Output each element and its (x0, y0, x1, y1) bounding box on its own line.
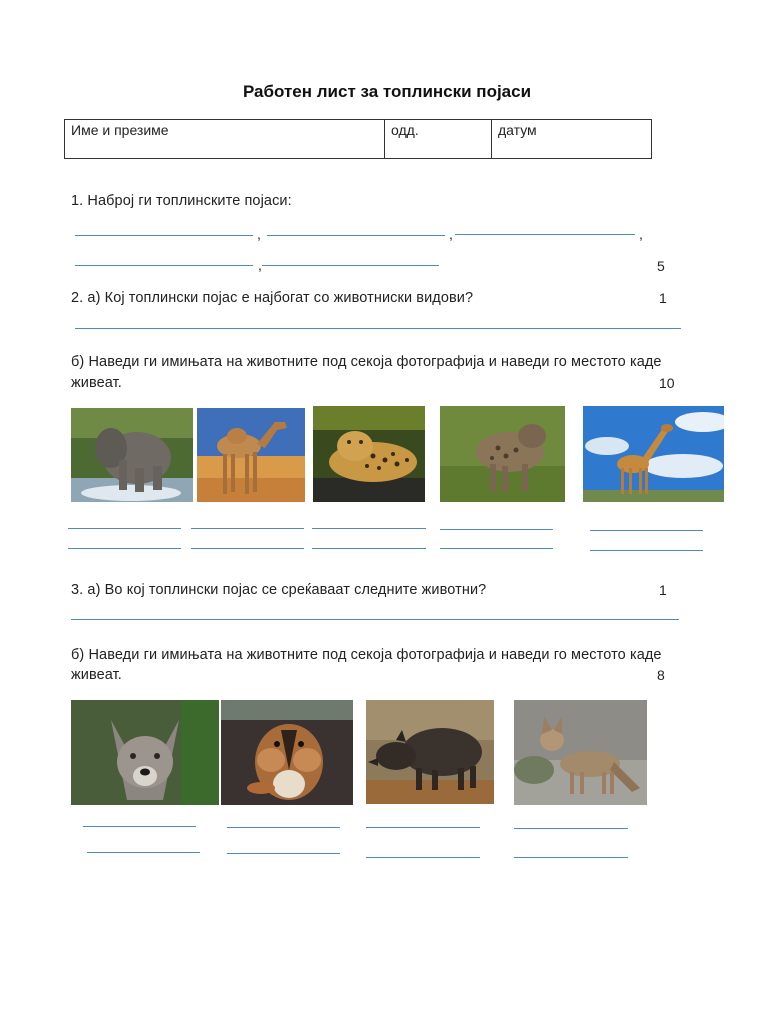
comma: , (449, 226, 453, 242)
q3a-points: 1 (659, 582, 667, 598)
student-info-table (64, 119, 652, 159)
q2b-text-line-2: живеат. (71, 375, 122, 391)
q1-answer-line-2[interactable] (267, 235, 445, 236)
giraffe-photo (583, 406, 724, 502)
wolf-answer-line-1[interactable] (83, 826, 196, 827)
q2a-answer-line[interactable] (75, 328, 681, 329)
wild-boar-answer-line-2[interactable] (366, 857, 480, 858)
elephant-answer-line-2[interactable] (68, 548, 181, 549)
wolf-photo (71, 700, 219, 805)
hyena-answer-line-2[interactable] (440, 548, 553, 549)
comma: , (639, 226, 643, 242)
q1-answer-line-4[interactable] (75, 265, 253, 266)
wild-boar-photo (366, 700, 494, 804)
q2a-text: 2. а) Кој топлински појас е најбогат со животниски видови? (71, 290, 474, 306)
q1-answer-line-3[interactable] (455, 234, 635, 235)
giraffe-answer-line-2[interactable] (590, 550, 703, 551)
hyena-answer-line-1[interactable] (440, 529, 553, 530)
giraffe-answer-line-1[interactable] (590, 530, 703, 531)
page-title: Работен лист за топлински појаси (242, 82, 532, 101)
class-label: одд. (391, 122, 419, 138)
q3a-answer-line[interactable] (71, 619, 679, 620)
wild-boar-answer-line-1[interactable] (366, 827, 480, 828)
q3b-text-line-1: б) Наведи ги имињата на животните под секоја фотографија и наведи го местото каде (71, 647, 662, 663)
chipmunk-photo (221, 700, 353, 805)
chipmunk-answer-line-2[interactable] (227, 853, 340, 854)
q2b-points: 10 (659, 375, 675, 391)
name-label: Име и презиме (71, 122, 169, 138)
date-field[interactable] (492, 120, 652, 159)
q1-points: 5 (657, 258, 665, 274)
name-field[interactable] (65, 120, 385, 159)
camel-answer-line-1[interactable] (191, 528, 304, 529)
q3b-text-line-2: живеат. (71, 667, 122, 683)
leopard-photo (313, 406, 425, 502)
comma: , (257, 226, 261, 242)
comma: , (258, 257, 262, 273)
wolf-answer-line-2[interactable] (87, 852, 200, 853)
leopard-answer-line-2[interactable] (312, 548, 426, 549)
q1-text: 1. Наброј ги топлинските појаси: (71, 193, 292, 209)
q3a-text: 3. а) Во кој топлински појас се среќаваат следните животни? (71, 582, 487, 598)
date-label: датум (498, 122, 537, 138)
q1-answer-line-1[interactable] (75, 235, 253, 236)
chipmunk-answer-line-1[interactable] (227, 827, 340, 828)
elephant-photo (71, 408, 193, 502)
q2b-text-line-1: б) Наведи ги имињата на животните под секоја фотографија и наведи го местото каде (71, 354, 662, 370)
q3b-points: 8 (657, 667, 665, 683)
leopard-answer-line-1[interactable] (312, 528, 426, 529)
hyena-photo (440, 406, 565, 502)
elephant-answer-line-1[interactable] (68, 528, 181, 529)
camel-answer-line-2[interactable] (191, 548, 304, 549)
class-field[interactable] (385, 120, 492, 159)
fox-answer-line-1[interactable] (514, 828, 628, 829)
q1-answer-line-5[interactable] (262, 265, 439, 266)
fox-answer-line-2[interactable] (514, 857, 628, 858)
camel-photo (197, 408, 305, 502)
fox-photo (514, 700, 647, 805)
q2a-points: 1 (659, 290, 667, 306)
